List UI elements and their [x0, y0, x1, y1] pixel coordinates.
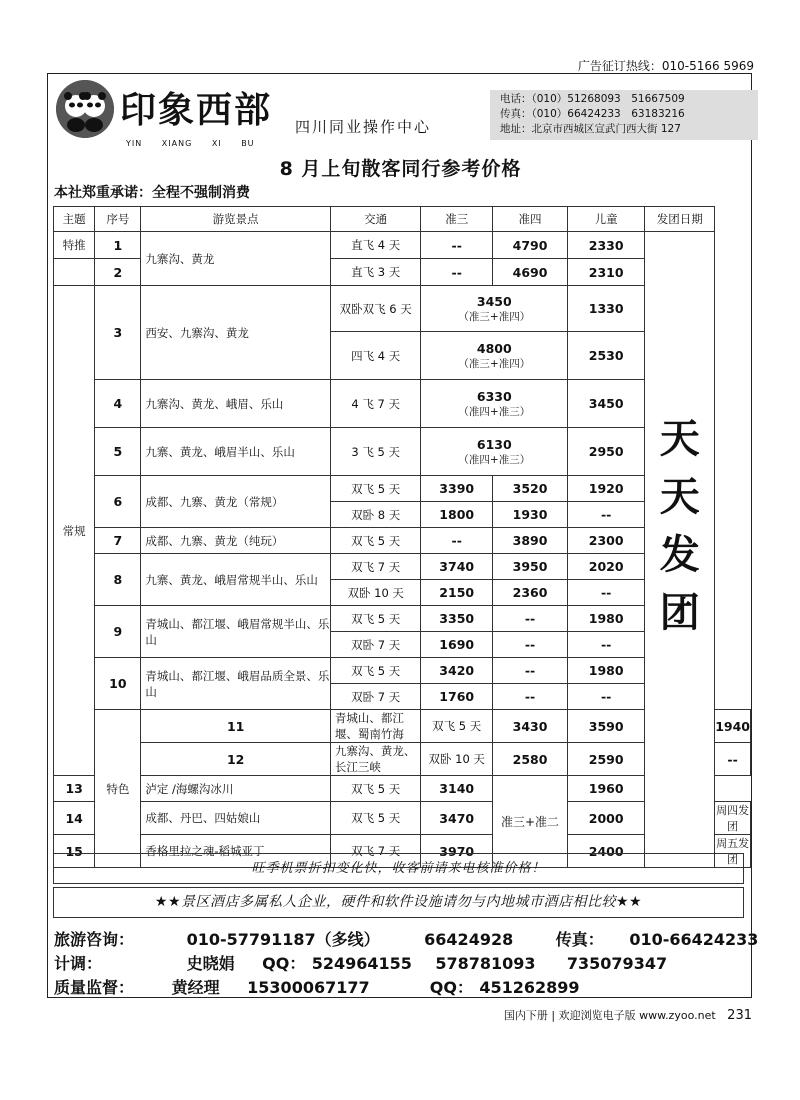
- price-notice: 旺季机票折扣变化快，收客前请来电核准价格！: [53, 853, 744, 884]
- sight-cell: 九寨、黄龙、峨眉半山、乐山: [141, 428, 331, 476]
- transport-cell: 双飞 5 天: [330, 606, 421, 632]
- contact-fax: 传真：（010）66424233 63183216: [500, 108, 685, 120]
- consult-phone2: 66424928: [424, 930, 514, 949]
- supervision-label: 质量监督：: [54, 978, 135, 997]
- price-child: 2000: [568, 802, 645, 835]
- consult-label: 旅游咨询：: [54, 930, 135, 949]
- brand-pinyin: YIN XIANG XI BU: [126, 139, 255, 148]
- transport-cell: 双卧 7 天: [330, 632, 421, 658]
- combo-price-cell: [421, 332, 568, 380]
- price-grade4: 4790: [492, 232, 567, 259]
- price-child: 1980: [568, 606, 645, 632]
- sight-cell: 青城山、都江堰、峨眉品质全景、乐山: [141, 658, 331, 710]
- transport-cell: 双卧 10 天: [421, 743, 492, 776]
- price-grade3: 3140: [421, 776, 492, 802]
- transport-cell: 双卧 7 天: [330, 684, 421, 710]
- price-grade4: 3950: [492, 554, 567, 580]
- brand-name: 印象西部: [120, 89, 273, 131]
- price-child: 1330: [568, 286, 645, 332]
- row-number: 11: [141, 710, 331, 743]
- footer-text: 国内下册 | 欢迎浏览电子版 www.zyoo.net: [503, 1009, 716, 1022]
- row-number: 1: [95, 232, 141, 259]
- hotel-notice: ★★景区酒店多属私人企业，硬件和软件设施请勿与内地城市酒店相比较★★: [53, 887, 744, 918]
- sight-cell: 成都、九寨、黄龙（常规）: [141, 476, 331, 528]
- price-child: 1960: [568, 776, 645, 802]
- price-grade3: 3390: [421, 476, 492, 502]
- theme-cell: 常规: [54, 286, 95, 776]
- price-child: 2300: [568, 528, 645, 554]
- col-grade3: 准三: [421, 207, 492, 232]
- table-header: [54, 207, 751, 232]
- price-grade4: --: [492, 606, 567, 632]
- transport-cell: 双飞 7 天: [330, 554, 421, 580]
- row-number: 12: [141, 743, 331, 776]
- qq-number: 578781093: [435, 954, 536, 973]
- fax-number: 010-66424233: [629, 930, 759, 949]
- departure-date: 周五发团: [715, 835, 751, 868]
- price-child: 1940: [715, 710, 751, 743]
- combo-price: 4800: [476, 340, 512, 356]
- sight-cell: 九寨沟、黄龙、峨眉、乐山: [141, 380, 331, 428]
- row-number: 13: [54, 776, 95, 802]
- theme-cell: 特推: [54, 232, 95, 259]
- daily-char: 天: [659, 473, 700, 520]
- price-grade3: 2150: [421, 580, 492, 606]
- price-grade3: 3470: [421, 802, 492, 835]
- transport-cell: 双飞 5 天: [330, 476, 421, 502]
- sight-cell: 成都、九寨、黄龙（纯玩）: [141, 528, 331, 554]
- page-title: 8 月上旬散客同行参考价格: [279, 158, 522, 180]
- col-theme: 主题: [54, 207, 95, 232]
- price-child: 1980: [568, 658, 645, 684]
- price-child: --: [568, 502, 645, 528]
- contact-box: [490, 90, 758, 140]
- col-transport: 交通: [330, 207, 421, 232]
- sight-cell: 泸定 /海螺沟冰川: [141, 776, 331, 802]
- daily-char: 团: [659, 589, 700, 636]
- col-grade4: 准四: [492, 207, 567, 232]
- page-frame: [47, 73, 759, 998]
- row-number: 9: [95, 606, 141, 658]
- org-name: 四川同业操作中心: [295, 118, 432, 136]
- price-child: 2400: [568, 835, 645, 868]
- transport-cell: 双飞 5 天: [421, 710, 492, 743]
- price-grade4: --: [492, 632, 567, 658]
- col-number: 序号: [95, 207, 141, 232]
- price-child: 2530: [568, 332, 645, 380]
- transport-cell: 双飞 5 天: [330, 802, 421, 835]
- row-number: 6: [95, 476, 141, 528]
- price-child: --: [568, 684, 645, 710]
- col-sights: 游览景点: [141, 207, 331, 232]
- price-child: --: [715, 743, 751, 776]
- price-grade3: 1690: [421, 632, 492, 658]
- sight-cell: 成都、丹巴、四姑娘山: [141, 802, 331, 835]
- transport-cell: 双飞 5 天: [330, 776, 421, 802]
- row-number: 2: [95, 259, 141, 286]
- price-child: 1920: [568, 476, 645, 502]
- combo-price-cell: [421, 428, 568, 476]
- combo-note: （准三+准四）: [458, 357, 531, 370]
- row-number: 8: [95, 554, 141, 606]
- planner-label: 计调：: [54, 954, 103, 973]
- transport-cell: 双卧 10 天: [330, 580, 421, 606]
- combo-note: （准四+准三）: [458, 405, 531, 418]
- price-grade4: 3890: [492, 528, 567, 554]
- qq-label: QQ：: [429, 978, 473, 997]
- row-number: 10: [95, 658, 141, 710]
- departure-date: 周四发团: [715, 802, 751, 835]
- transport-cell: 直飞 4 天: [330, 232, 421, 259]
- consult-line: [54, 927, 758, 950]
- sight-cell: 九寨沟、黄龙、长江三峡: [330, 743, 421, 776]
- consult-phone: 010-57791187（多线）: [186, 930, 380, 949]
- qq-label: QQ：: [262, 954, 306, 973]
- planner-name: 史晓娟: [186, 954, 235, 973]
- combo-grade-cell: 准三+准二: [492, 776, 567, 868]
- price-grade3: --: [421, 528, 492, 554]
- combo-price: 3450: [476, 293, 512, 309]
- price-child: 2950: [568, 428, 645, 476]
- price-grade4: 2360: [492, 580, 567, 606]
- combo-price-cell: [421, 286, 568, 332]
- price-child: 2330: [568, 232, 645, 259]
- supervisor-name: 黄经理: [171, 978, 220, 997]
- daily-char: 天: [659, 415, 700, 462]
- row-number: 5: [95, 428, 141, 476]
- price-grade4: 3590: [568, 710, 645, 743]
- price-grade3: 3970: [421, 835, 492, 868]
- price-grade3: 1800: [421, 502, 492, 528]
- transport-cell: 双飞 5 天: [330, 658, 421, 684]
- transport-cell: 四飞 4 天: [330, 332, 421, 380]
- daily-departure-cell: [645, 232, 715, 868]
- price-grade3: 3740: [421, 554, 492, 580]
- price-child: --: [568, 632, 645, 658]
- price-table: [53, 206, 751, 868]
- row-number: 14: [54, 802, 95, 835]
- price-grade3: 1760: [421, 684, 492, 710]
- transport-cell: 双卧双飞 6 天: [330, 286, 421, 332]
- combo-price: 6330: [476, 388, 512, 404]
- row-number: 15: [54, 835, 95, 868]
- combo-note: （准三+准四）: [458, 310, 531, 323]
- transport-cell: 直飞 3 天: [330, 259, 421, 286]
- promise-text: 本社郑重承诺：全程不强制消费: [54, 185, 250, 201]
- combo-price: 6130: [476, 436, 512, 452]
- row-number: 3: [95, 286, 141, 380]
- combo-price-cell: [421, 380, 568, 428]
- contact-phone: 电话：（010）51268093 51667509: [500, 93, 685, 105]
- price-grade4: --: [492, 658, 567, 684]
- panda-logo-icon: [56, 80, 114, 138]
- transport-cell: 双飞 7 天: [330, 835, 421, 868]
- qq-number: 735079347: [566, 954, 668, 973]
- transport-cell: 4 飞 7 天: [330, 380, 421, 428]
- price-grade3: --: [421, 259, 492, 286]
- combo-note: （准四+准三）: [458, 453, 531, 466]
- contact-address: 地址：北京市西城区宣武门西大街 127: [500, 123, 681, 135]
- planner-line: [54, 951, 667, 974]
- daily-char: 发: [659, 531, 700, 578]
- theme-cell: 特色: [95, 710, 141, 868]
- sight-cell: 香格里拉之魂-稻城亚丁: [141, 835, 331, 868]
- ad-hotline: 广告征订热线：010-5166 5969: [577, 59, 754, 73]
- price-grade4: 3520: [492, 476, 567, 502]
- price-child: --: [568, 580, 645, 606]
- transport-cell: 双卧 8 天: [330, 502, 421, 528]
- sight-cell: 青城山、都江堰、蜀南竹海: [330, 710, 421, 743]
- theme-cell: [54, 259, 95, 286]
- price-child: 2310: [568, 259, 645, 286]
- row-number: 7: [95, 528, 141, 554]
- price-grade4: 1930: [492, 502, 567, 528]
- supervision-line: [54, 975, 580, 998]
- transport-cell: 双飞 5 天: [330, 528, 421, 554]
- sight-cell: 九寨、黄龙、峨眉常规半山、乐山: [141, 554, 331, 606]
- page-footer: [504, 1007, 752, 1023]
- supervisor-phone: 15300067177: [247, 978, 370, 997]
- sight-cell: 青城山、都江堰、峨眉常规半山、乐山: [141, 606, 331, 658]
- price-grade3: 3350: [421, 606, 492, 632]
- col-date: 发团日期: [645, 207, 715, 232]
- price-child: 3450: [568, 380, 645, 428]
- page-number: 231: [727, 1008, 752, 1023]
- qq-number: 451262899: [479, 978, 580, 997]
- fax-label: 传真：: [555, 930, 604, 949]
- price-grade3: 3430: [492, 710, 567, 743]
- price-child: 2020: [568, 554, 645, 580]
- price-grade3: 2580: [492, 743, 567, 776]
- table-row: [54, 232, 751, 259]
- price-grade4: 2590: [568, 743, 645, 776]
- price-grade3: --: [421, 232, 492, 259]
- sight-cell: 九寨沟、黄龙: [141, 232, 331, 286]
- sight-cell: 西安、九寨沟、黄龙: [141, 286, 331, 380]
- price-grade4: 4690: [492, 259, 567, 286]
- col-child: 儿童: [568, 207, 645, 232]
- transport-cell: 3 飞 5 天: [330, 428, 421, 476]
- price-grade4: --: [492, 684, 567, 710]
- row-number: 4: [95, 380, 141, 428]
- price-grade3: 3420: [421, 658, 492, 684]
- qq-number: 524964155: [311, 954, 412, 973]
